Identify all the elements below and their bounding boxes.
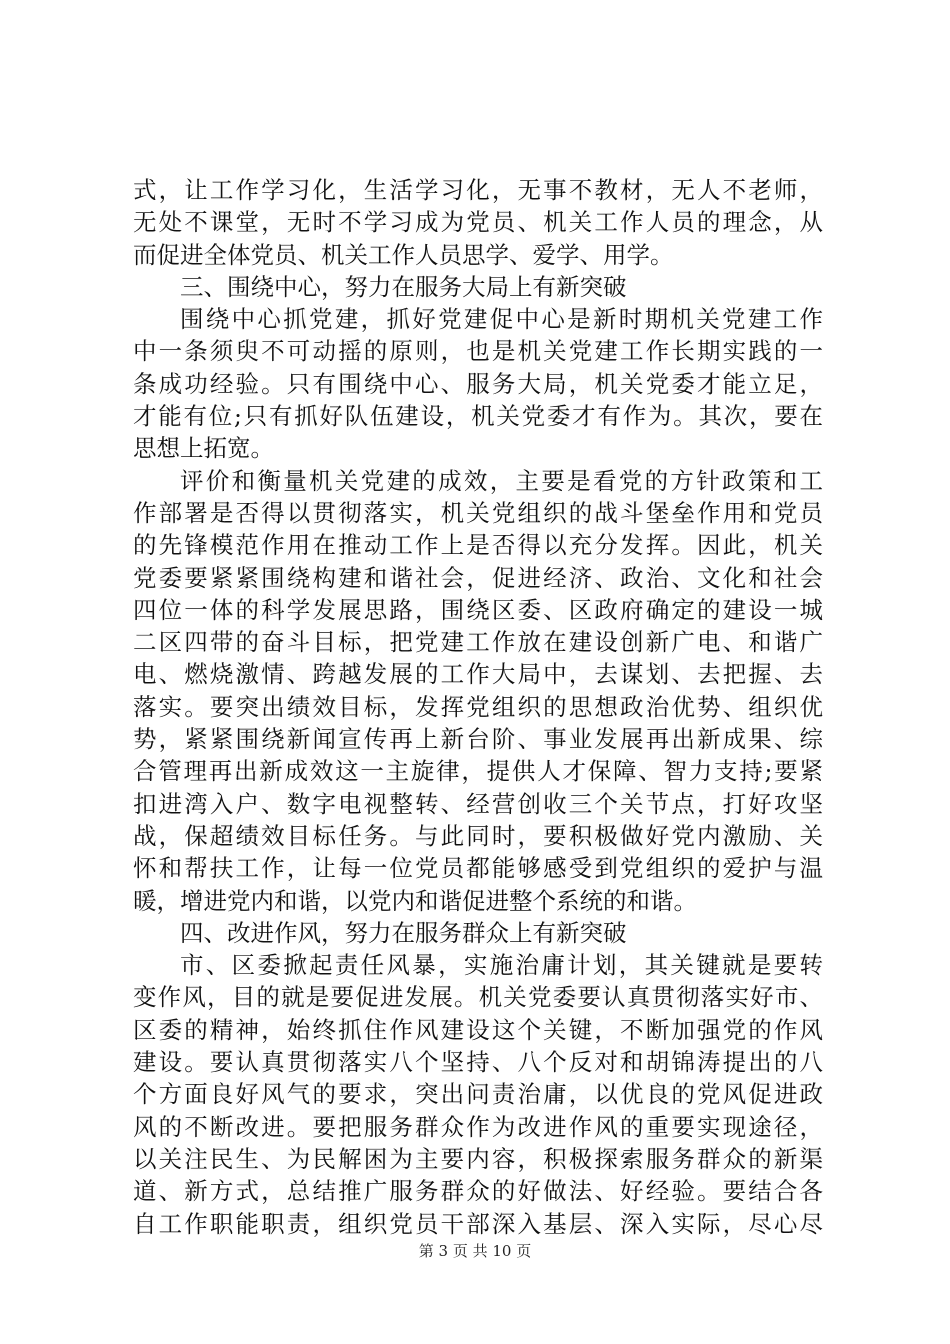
text-line: 合管理再出新成效这一主旋律，提供人才保障、智力支持;要紧 <box>133 757 823 786</box>
text-line: 以关注民生、为民解困为主要内容，积极探索服务群众的新渠 <box>133 1144 823 1173</box>
text-line: 中一条须臾不可动摇的原则，也是机关党建工作长期实践的一 <box>133 337 823 366</box>
text-line: 党委要紧紧围绕构建和谐社会，促进经济、政治、文化和社会 <box>133 563 823 592</box>
text-line: 围绕中心抓党建，抓好党建促中心是新时期机关党建工作 <box>180 305 823 334</box>
text-line: 才能有位;只有抓好队伍建设，机关党委才有作为。其次，要在 <box>133 402 823 431</box>
text-line: 自工作职能职责，组织党员干部深入基层、深入实际，尽心尽 <box>133 1209 823 1238</box>
text-line: 暖，增进党内和谐，以党内和谐促进整个系统的和谐。 <box>133 886 697 915</box>
section-heading: 四、改进作风，努力在服务群众上有新突破 <box>180 918 627 947</box>
text-line: 思想上拓宽。 <box>133 434 274 463</box>
text-line: 区委的精神，始终抓住作风建设这个关键，不断加强党的作风 <box>133 1015 823 1044</box>
text-line: 式，让工作学习化，生活学习化，无事不教材，无人不老师， <box>133 176 823 204</box>
text-line: 四位一体的科学发展思路，围绕区委、区政府确定的建设一城 <box>133 595 823 624</box>
text-line: 而促进全体党员、机关工作人员思学、爱学、用学。 <box>133 240 674 269</box>
text-line: 战，保超绩效目标任务。与此同时，要积极做好党内激励、关 <box>133 821 823 850</box>
text-line: 二区四带的奋斗目标，把党建工作放在建设创新广电、和谐广 <box>133 628 823 657</box>
text-line: 扣进湾入户、数字电视整转、经营创收三个关节点，打好攻坚 <box>133 789 823 818</box>
text-line: 评价和衡量机关党建的成效，主要是看党的方针政策和工 <box>180 466 823 495</box>
text-line: 无处不课堂，无时不学习成为党员、机关工作人员的理念，从 <box>133 208 823 237</box>
text-line: 的先锋模范作用在推动工作上是否得以充分发挥。因此，机关 <box>133 531 823 560</box>
text-line: 道、新方式，总结推广服务群众的好做法、好经验。要结合各 <box>133 1177 823 1206</box>
text-line: 作部署是否得以贯彻落实，机关党组织的战斗堡垒作用和党员 <box>133 498 823 527</box>
text-line: 市、区委掀起责任风暴，实施治庸计划，其关键就是要转 <box>180 951 823 980</box>
text-line: 建设。要认真贯彻落实八个坚持、八个反对和胡锦涛提出的八 <box>133 1048 823 1077</box>
text-line: 个方面良好风气的要求，突出问责治庸，以优良的党风促进政 <box>133 1080 823 1109</box>
page-number-footer: 第 3 页 共 10 页 <box>418 1242 532 1260</box>
text-line: 变作风，目的就是要促进发展。机关党委要认真贯彻落实好市、 <box>133 983 823 1012</box>
document-body <box>133 174 823 1240</box>
text-line: 落实。要突出绩效目标，发挥党组织的思想政治优势、组织优 <box>133 692 823 721</box>
section-heading: 三、围绕中心，努力在服务大局上有新突破 <box>180 272 627 301</box>
text-line: 势，紧紧围绕新闻宣传再上新台阶、事业发展再出新成果、综 <box>133 725 823 754</box>
text-line: 风的不断改进。要把服务群众作为改进作风的重要实现途径， <box>133 1112 823 1141</box>
text-line: 电、燃烧激情、跨越发展的工作大局中，去谋划、去把握、去 <box>133 660 823 689</box>
text-line: 条成功经验。只有围绕中心、服务大局，机关党委才能立足， <box>133 369 823 398</box>
text-line: 怀和帮扶工作，让每一位党员都能够感受到党组织的爱护与温 <box>133 854 823 883</box>
